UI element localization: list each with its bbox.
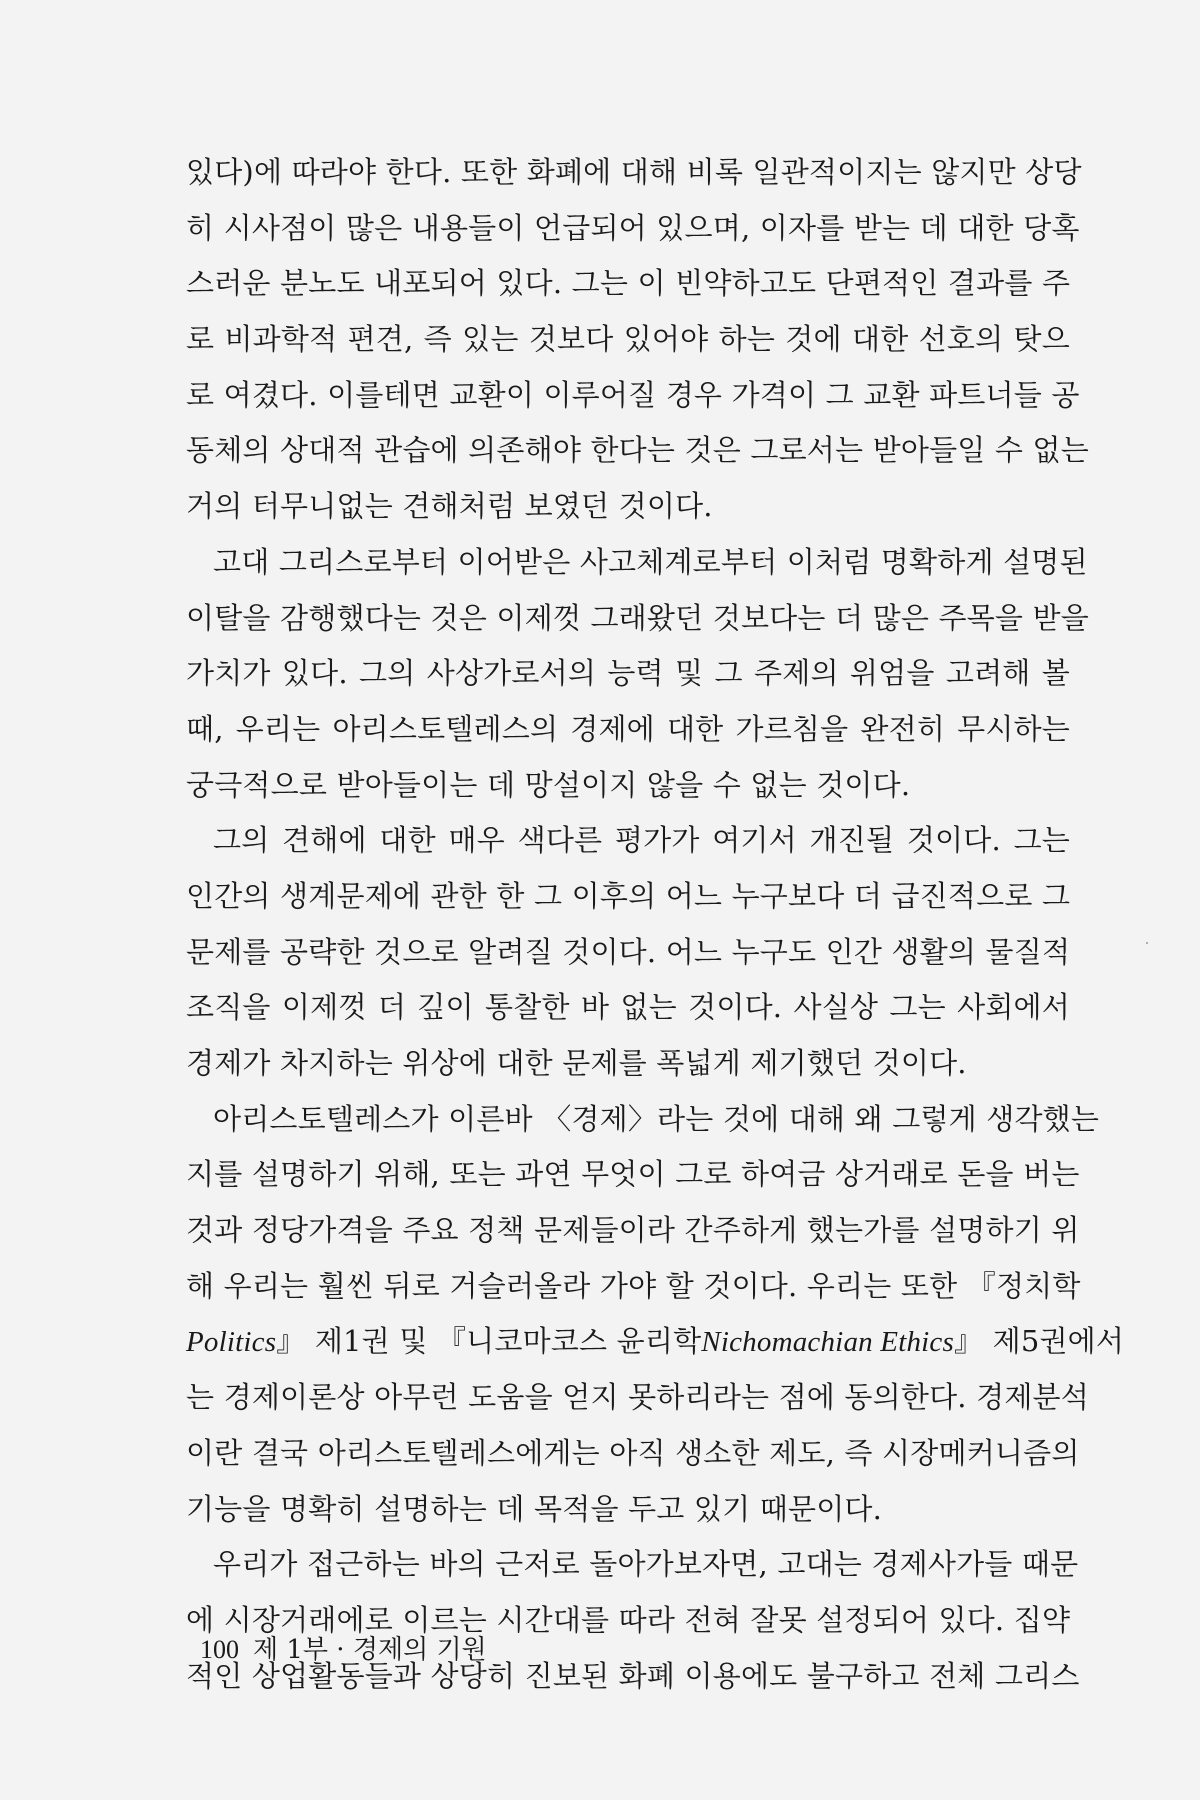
book-title-politics: Politics (186, 1326, 277, 1359)
page-footer (200, 1635, 487, 1665)
text-line: 고대 그리스로부터 이어받은 사고체계로부터 이처럼 명확하게 설명된 (213, 544, 1088, 579)
text-line: 있다)에 따라야 한다. 또한 화폐에 대해 비록 일관적이지는 않지만 상당 (186, 155, 1082, 189)
text-line: 가치가 있다. 그의 사상가로서의 능력 및 그 주제의 위엄을 고려해 볼 (186, 656, 1070, 691)
text-line: 스러운 분노도 내포되어 있다. 그는 이 빈약하고도 단편적인 결과를 주 (186, 266, 1071, 301)
text-line: 동체의 상대적 관습에 의존해야 한다는 것은 그로서는 받아들일 수 없는 (186, 433, 1089, 468)
text-line: 아리스토텔레스가 이른바 〈경제〉라는 것에 대해 왜 그렇게 생각했는 (213, 1101, 1100, 1136)
scan-speck (1146, 942, 1148, 944)
text-line: 것과 정당가격을 주요 정책 문제들이라 간주하게 했는가를 설명하기 위 (186, 1213, 1080, 1248)
text-line: 문제를 공략한 것으로 알려질 것이다. 어느 누구도 인간 생활의 물질적 (186, 934, 1071, 969)
text-line: 조직을 이제껏 더 깊이 통찰한 바 없는 것이다. 사실상 그는 사회에서 (186, 990, 1070, 1025)
paragraph-2 (186, 535, 1089, 813)
text-line: 이탈을 감행했다는 것은 이제껏 그래왔던 것보다는 더 많은 주목을 받을 (186, 600, 1089, 635)
text-line: 에 시장거래에로 이르는 시간대를 따라 전혀 잘못 설정되어 있다. 집약 (186, 1602, 1071, 1637)
text-line: 경제가 차지하는 위상에 대한 문제를 폭넓게 제기했던 것이다. (186, 1046, 967, 1080)
body-text (186, 145, 1125, 1704)
text-line: 해 우리는 훨씬 뒤로 거슬러올라 가야 할 것이다. 우리는 또한 『정치학 (186, 1268, 1081, 1303)
paragraph-3 (186, 813, 1070, 1091)
text-line: 히 시사점이 많은 내용들이 언급되어 있으며, 이자를 받는 데 대한 당혹 (186, 210, 1080, 245)
paragraph-4 (186, 1092, 1125, 1538)
text-line: 로 여겼다. 이를테면 교환이 이루어질 경우 가격이 그 교환 파트너들 공 (186, 377, 1080, 412)
text-line: 우리가 접근하는 바의 근저로 돌아가보자면, 고대는 경제사가들 때문 (213, 1547, 1079, 1582)
text-line-with-titles (186, 1314, 1125, 1370)
text-line: 기능을 명확히 설명하는 데 목적을 두고 있기 때문이다. (186, 1491, 883, 1526)
text-line: 이란 결국 아리스토텔레스에게는 아직 생소한 제도, 즉 시장메커니즘의 (186, 1435, 1080, 1470)
paragraph-5 (186, 1537, 1080, 1704)
text-line: 지를 설명하기 위해, 또는 과연 무엇이 그로 하여금 상거래로 돈을 버는 (186, 1157, 1080, 1192)
text-line: 적인 상업활동들과 상당히 진보된 화폐 이용에도 불구하고 전체 그리스 (186, 1658, 1080, 1693)
text-line: 그의 견해에 대한 매우 색다른 평가가 여기서 개진될 것이다. 그는 (213, 823, 1070, 858)
text-line: 때, 우리는 아리스토텔레스의 경제에 대한 가르침을 완전히 무시하는 (186, 711, 1070, 746)
text-line: 거의 터무니없는 견해처럼 보였던 것이다. (186, 489, 713, 524)
text-segment: 』 제5권에서 (953, 1324, 1125, 1359)
book-title-nicomachean-ethics: Nichomachian Ethics (701, 1326, 954, 1359)
text-line: 로 비과학적 편견, 즉 있는 것보다 있어야 하는 것에 대한 선호의 탓으 (186, 322, 1070, 357)
running-section-title: 제 1부 · 경제의 기원 (253, 1635, 487, 1665)
text-line: 궁극적으로 받아들이는 데 망설이지 않을 수 없는 것이다. (186, 767, 911, 802)
text-line: 는 경제이론상 아무런 도움을 얻지 못하리라는 점에 동의한다. 경제분석 (186, 1380, 1089, 1415)
text-segment: 』 제1권 및 『니코마코스 윤리학 (276, 1324, 702, 1359)
text-line: 인간의 생계문제에 관한 한 그 이후의 어느 누구보다 더 급진적으로 그 (186, 878, 1071, 913)
page-number: 100 (200, 1635, 239, 1664)
paragraph-1 (186, 145, 1089, 535)
